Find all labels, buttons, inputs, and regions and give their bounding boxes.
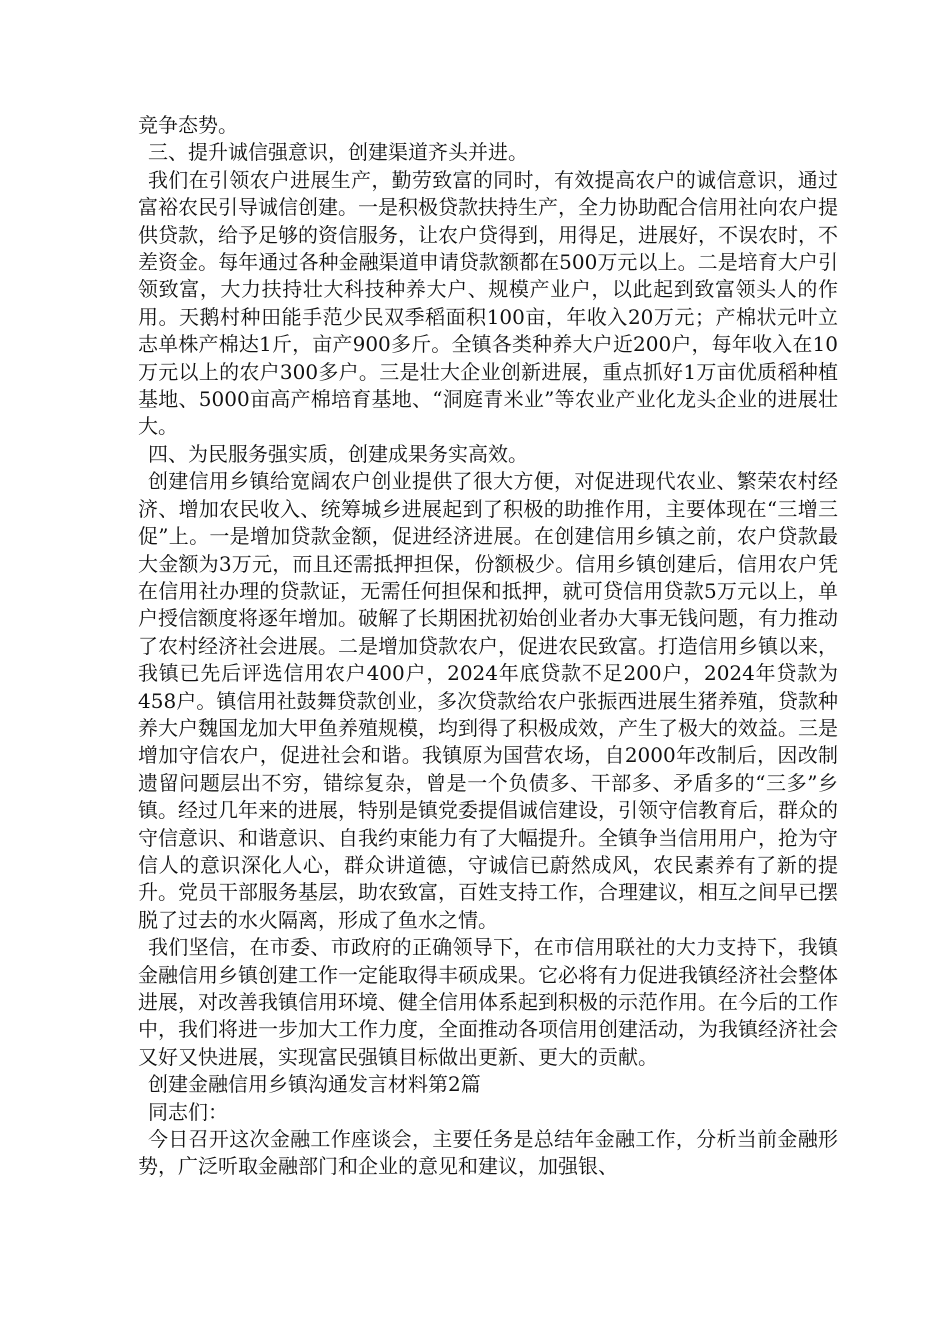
paragraph-continuation: 竞争态势。 (138, 113, 238, 137)
paragraph-opening: 今日召开这次金融工作座谈会，主要任务是总结年金融工作，分析当前金融形势，广泛听取金融部门和企业的意见和建议，加强银、 (138, 1127, 838, 1179)
paragraph-integrity: 我们在引领农户进展生产，勤劳致富的同时，有效提高农户的诚信意识，通过富裕农民引导诚信创建。一是积极贷款扶持生产，全力协助配合信用社向农户提供贷款，给予足够的资信服务，让农户贷得到，用得足，进展好，不误农时，不差资金。每年通过各种金融渠道申请贷款额都在500万元以上。二是培育大户引领致富，大力扶持壮大科技种养大户、规模产业户，以此起到致富领头人的作用。天鹅村种田能手范少民双季稻面积100亩，年收入20万元；产棉状元叶立志单株产棉达1斤，亩产900多斤。全镇各类种养大户近200户，每年收入在10万元以上的农户300多户。三是壮大企业创新进展，重点抓好1万亩优质稻种植基地、5000亩高产棉培育基地、“洞庭青米业”等农业产业化龙头企业的进展壮大。 (138, 167, 838, 439)
section-heading-3: 三、提升诚信强意识，创建渠道齐头并进。 (148, 140, 528, 165)
paragraph-conclusion: 我们坚信，在市委、市政府的正确领导下，在市信用联社的大力支持下，我镇金融信用乡镇创建工作一定能取得丰硕成果。它必将有力促进我镇经济社会整体进展，对改善我镇信用环境、健全信用体系起到积极的示范作用。在今后的工作中，我们将进一步加大工作力度，全面推动各项信用创建活动，为我镇经济社会又好又快进展，实现富民强镇目标做出更新、更大的贡献。 (138, 935, 838, 1069)
document-body (138, 112, 838, 1181)
salutation: 同志们： (148, 1099, 228, 1124)
article-2-title: 创建金融信用乡镇沟通发言材料第2篇 (148, 1072, 481, 1097)
section-heading-4: 四、为民服务强实质，创建成果务实高效。 (148, 441, 528, 466)
paragraph-results: 创建信用乡镇给宽阔农户创业提供了很大方便，对促进现代农业、繁荣农村经济、增加农民收入、统筹城乡进展起到了积极的助推作用，主要体现在“三增三促”上。一是增加贷款金额，促进经济进展。在创建信用乡镇之前，农户贷款最大金额为3万元，而且还需抵押担保，份额极少。信用乡镇创建后，信用农户凭在信用社办理的贷款证，无需任何担保和抵押，就可贷信用贷款5万元以上，单户授信额度将逐年增加。破解了长期困扰初始创业者办大事无钱问题，有力推动了农村经济社会进展。二是增加贷款农户，促进农民致富。打造信用乡镇以来，我镇已先后评选信用农户400户，2024年底贷款不足200户，2024年贷款为458户。镇信用社鼓舞贷款创业，多次贷款给农户张振西进展生猪养殖，贷款种养大户魏国龙加大甲鱼养殖规模，均到得了积极成效，产生了极大的效益。三是增加守信农户，促进社会和谐。我镇原为国营农场，自2000年改制后，因改制遗留问题层出不穷，错综复杂，曾是一个负债多、干部多、矛盾多的“三多”乡镇。经过几年来的进展，特别是镇党委提倡诚信建设，引领守信教育后，群众的守信意识、和谐意识、自我约束能力有了大幅提升。全镇争当信用用户，抢为守信人的意识深化人心，群众讲道德，守诚信已蔚然成风，农民素养有了新的提升。党员干部服务基层，助农致富，百姓支持工作，合理建议，相互之间早已摆脱了过去的水火隔离，形成了鱼水之情。 (138, 469, 838, 932)
